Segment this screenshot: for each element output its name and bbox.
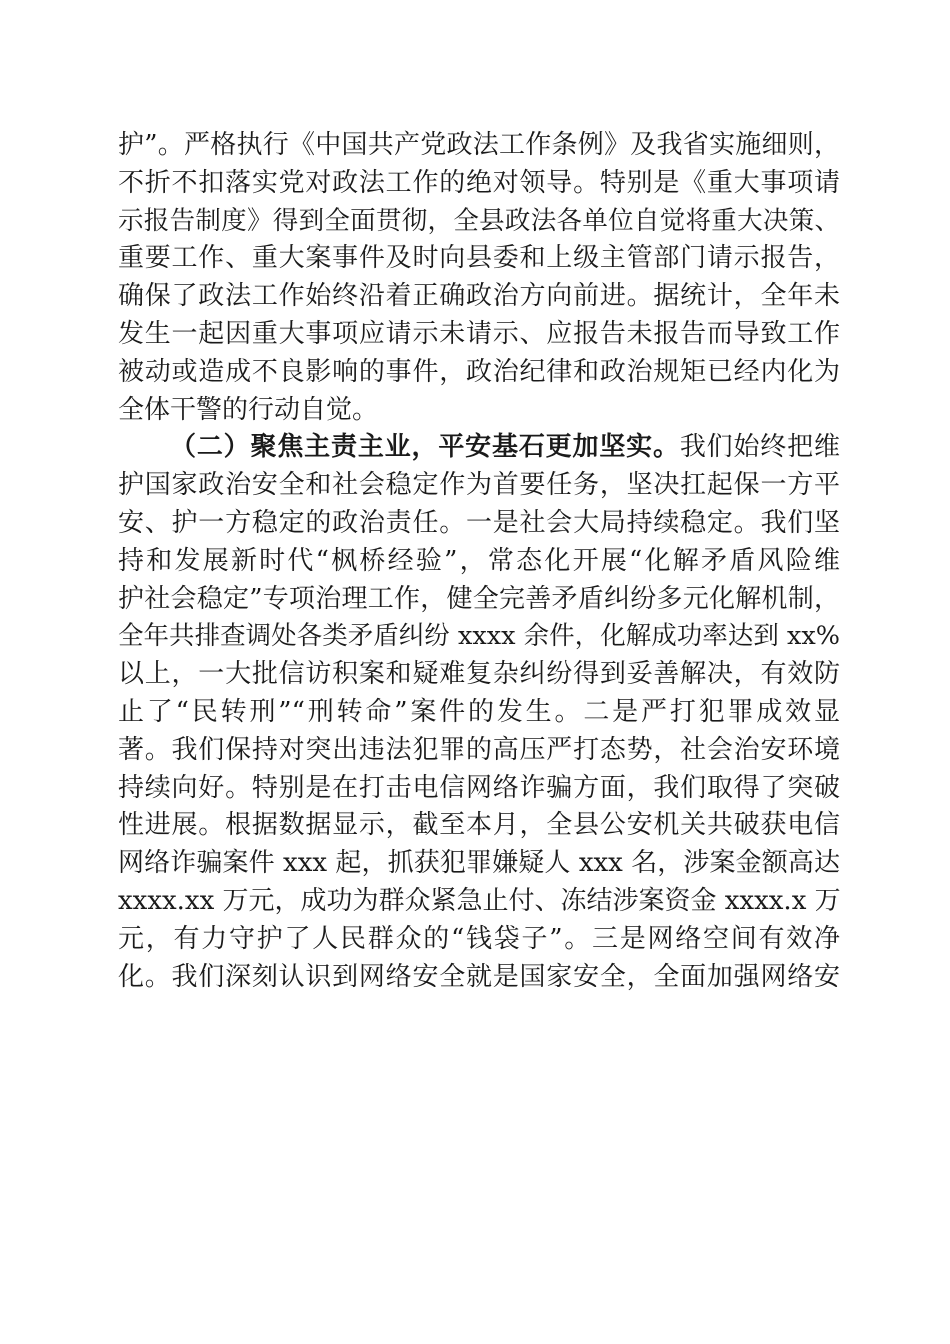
text-line: 持和发展新时代“枫桥经验”，常态化开展“化解矛盾风险维 <box>118 545 840 576</box>
text-line: 全体干警的行动自觉。 <box>118 394 379 425</box>
paragraph-2 <box>118 429 840 996</box>
text-line: 著。我们保持对突出违法犯罪的高压严打态势，社会治安环境 <box>118 734 840 765</box>
text-line: 护”。严格执行《中国共产党政法工作条例》及我省实施细则， <box>118 130 840 160</box>
text-line: 被动或造成不良影响的事件，政治纪律和政治规矩已经内化为 <box>118 356 840 387</box>
text-line: 示报告制度》得到全面贯彻，全县政法各单位自觉将重大决策、 <box>118 205 840 236</box>
text-line: 元，有力守护了人民群众的“钱袋子”。三是网络空间有效净 <box>118 923 840 954</box>
text-line: 止了“民转刑”“刑转命”案件的发生。二是严打犯罪成效显 <box>118 696 840 727</box>
text-run: 我们始终把维 <box>679 432 840 463</box>
text-line: 性进展。根据数据显示，截至本月，全县公安机关共破获电信 <box>118 810 840 841</box>
text-line: 安、护一方稳定的政治责任。一是社会大局持续稳定。我们坚 <box>118 507 840 538</box>
text-line: 网络诈骗案件 xxx 起，抓获犯罪嫌疑人 xxx 名，涉案金额高达 <box>118 848 840 879</box>
section-heading: （二）聚焦主责主业，平安基石更加坚实。 <box>170 432 680 463</box>
text-line: 护国家政治安全和社会稳定作为首要任务，坚决扛起保一方平 <box>118 470 840 501</box>
text-line: 发生一起因重大事项应请示未请示、应报告未报告而导致工作 <box>118 318 840 349</box>
text-line: 以上，一大批信访积案和疑难复杂纠纷得到妥善解决，有效防 <box>118 659 840 690</box>
text-line: 全年共排查调处各类矛盾纠纷 xxxx 余件，化解成功率达到 xx% <box>118 621 840 652</box>
text-line: 不折不扣落实党对政法工作的绝对领导。特别是《重大事项请 <box>118 167 840 198</box>
paragraph-first-line <box>118 429 840 467</box>
text-line: 持续向好。特别是在打击电信网络诈骗方面，我们取得了突破 <box>118 772 840 803</box>
text-line: 确保了政法工作始终沿着正确政治方向前进。据统计，全年未 <box>118 281 840 312</box>
body-text <box>118 127 840 996</box>
paragraph-1 <box>118 127 840 429</box>
text-line: xxxx.xx 万元，成功为群众紧急止付、冻结涉案资金 xxxx.x 万 <box>118 885 841 916</box>
text-line: 化。我们深刻认识到网络安全就是国家安全，全面加强网络安 <box>118 961 840 992</box>
text-line: 护社会稳定”专项治理工作，健全完善矛盾纠纷多元化解机制， <box>118 583 840 614</box>
text-line: 重要工作、重大案事件及时向县委和上级主管部门请示报告， <box>118 243 840 274</box>
